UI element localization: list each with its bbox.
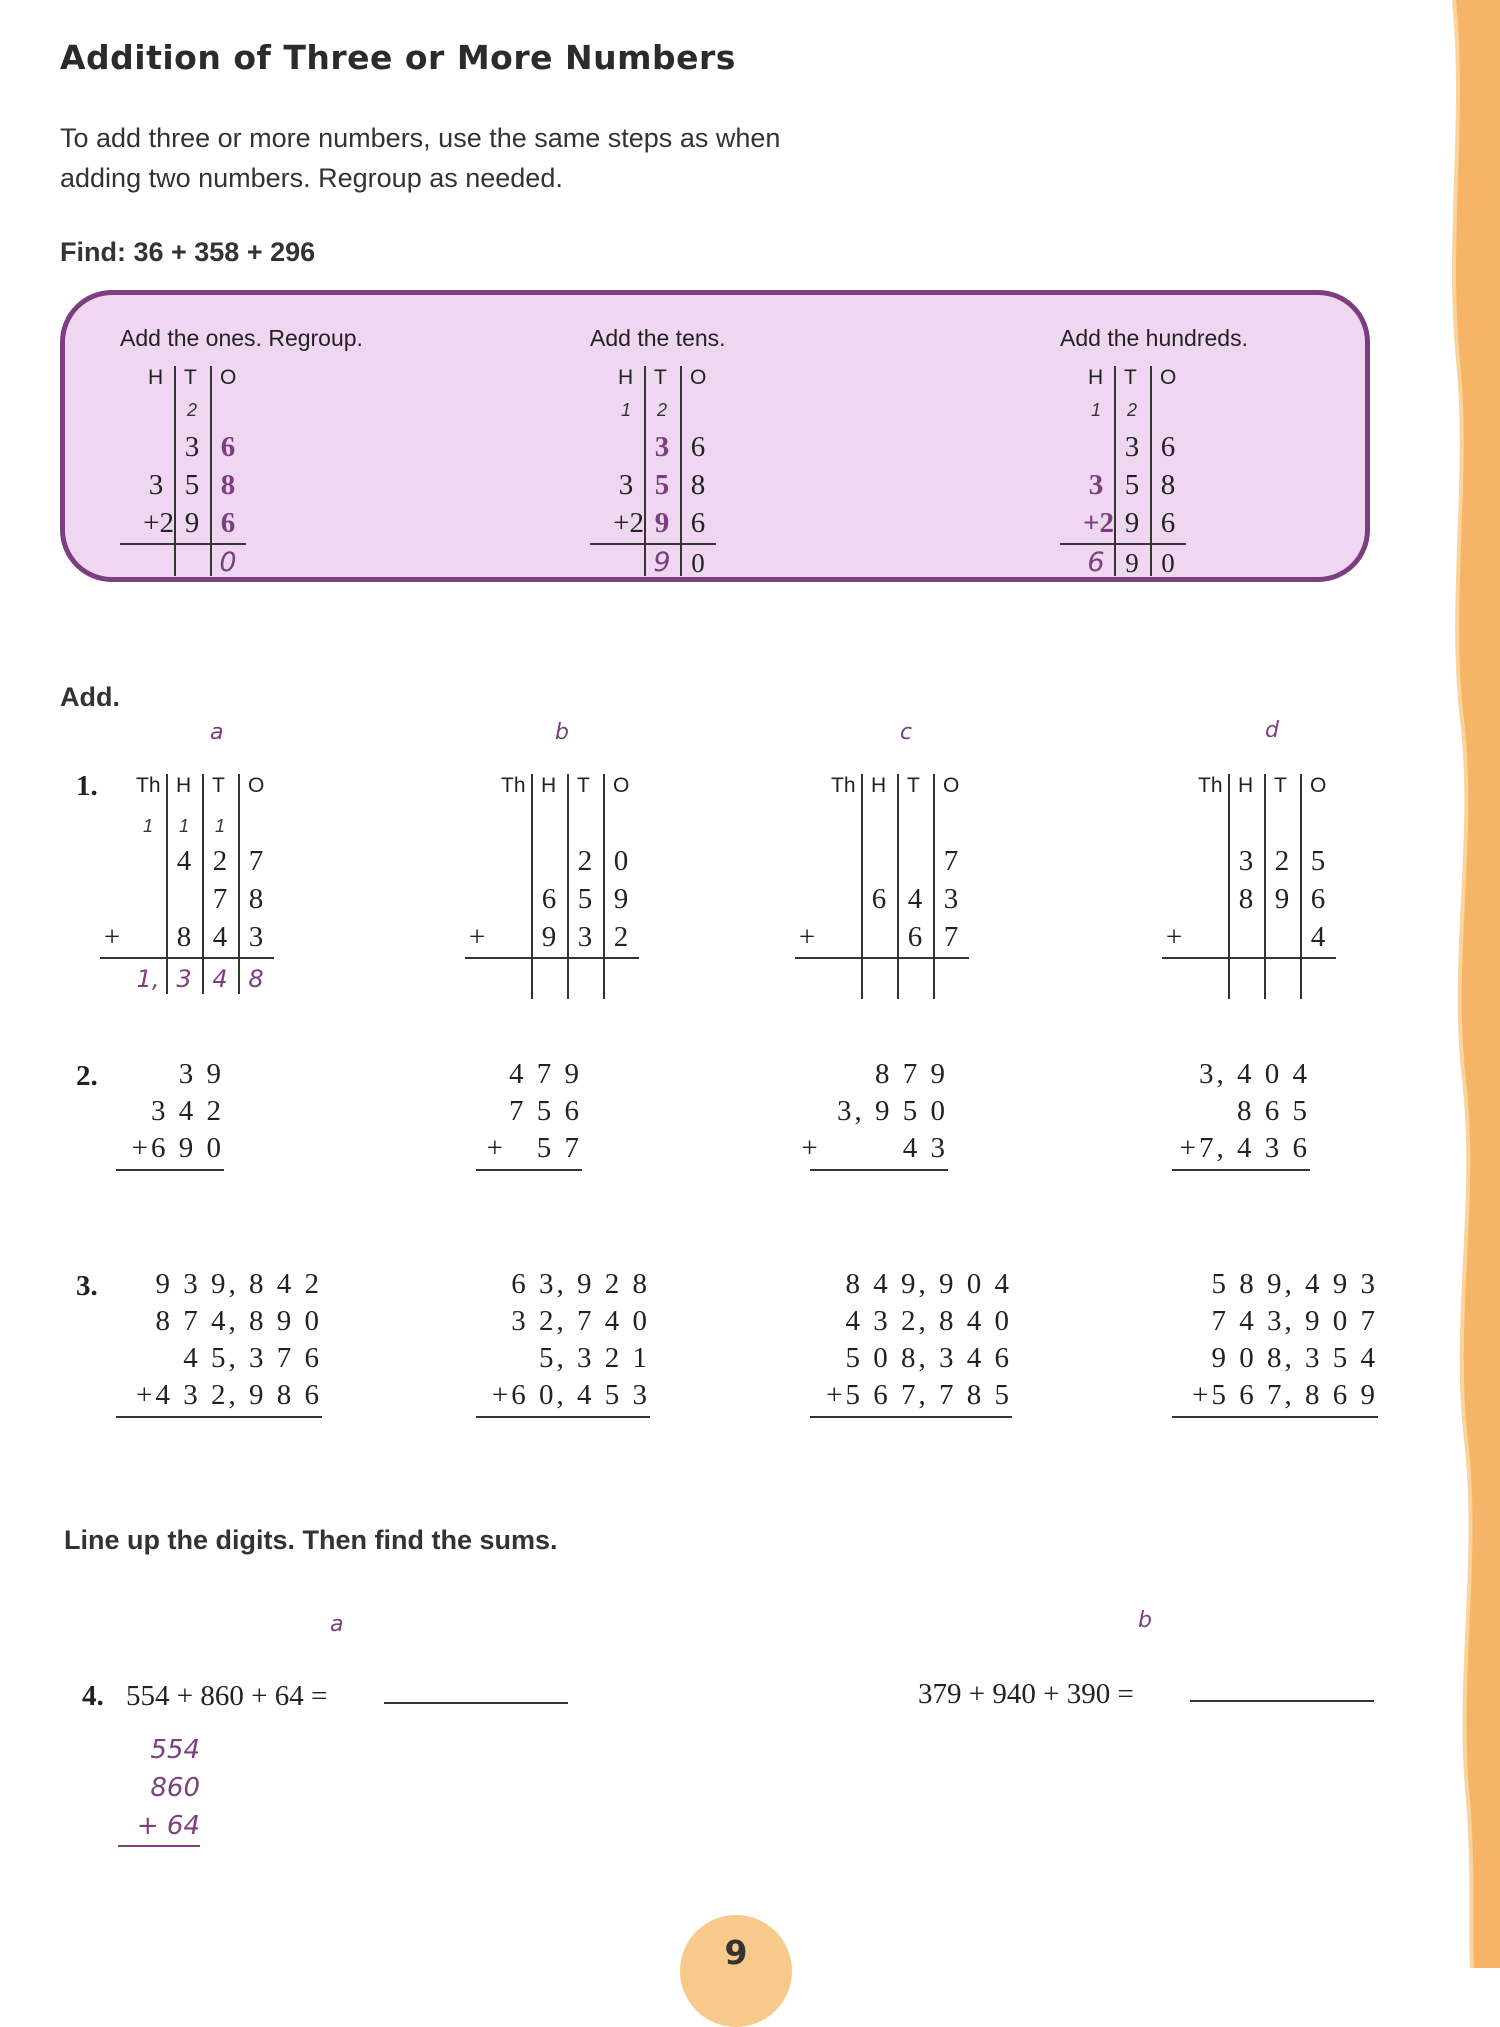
- place-header-o: O: [1160, 366, 1177, 389]
- addend-line: +6 9 0: [131, 1132, 224, 1164]
- place-header-th: Th: [1198, 774, 1223, 797]
- addend-line: 5, 3 2 1: [539, 1342, 650, 1374]
- sum-line: [795, 957, 969, 959]
- carry-digit: 2: [187, 400, 198, 420]
- place-header-o: O: [1310, 774, 1327, 797]
- addend-line: 6 3, 9 2 8: [511, 1268, 650, 1300]
- answer-cell[interactable]: 8: [248, 965, 264, 993]
- addend-line: +4 3 2, 9 8 6: [136, 1379, 322, 1411]
- addend-line: 3 4 2: [151, 1095, 224, 1127]
- example-digit: 8: [220, 469, 236, 501]
- problem-3-number: 3.: [76, 1270, 98, 1302]
- work-line-3: + 64: [136, 1811, 200, 1841]
- answer-cell[interactable]: 1,: [136, 965, 160, 993]
- sum-line: [1162, 957, 1336, 959]
- problem-digit: 8: [248, 883, 264, 915]
- addend-line: +5 6 7, 7 8 5: [826, 1379, 1012, 1411]
- step-label-2: Add the tens.: [590, 325, 726, 351]
- carry-digit: 1: [215, 816, 226, 836]
- problem-digit: 2: [613, 921, 629, 953]
- carry-digit: 1: [179, 816, 190, 836]
- addend-line: 4 7 9: [509, 1058, 582, 1090]
- example-digit: 3: [1088, 469, 1104, 501]
- addend-line: 8 4 9, 9 0 4: [845, 1268, 1012, 1300]
- problem-digit: 2: [212, 845, 228, 877]
- example-digit: +2: [143, 507, 174, 539]
- example-digit: 8: [1160, 469, 1176, 501]
- example-digit: 3: [1124, 431, 1140, 463]
- plus-sign: +: [468, 921, 486, 953]
- place-header-t: T: [212, 774, 225, 797]
- problem-2d: [1180, 1056, 1310, 1167]
- col-label-c: c: [900, 720, 913, 745]
- addend-line: 7 4 3, 9 0 7: [1211, 1305, 1378, 1337]
- problem-4-col-label-a: a: [330, 1612, 344, 1637]
- sum-digit: 6: [1087, 547, 1105, 578]
- plus-sign: +: [1165, 921, 1183, 953]
- problem-4b-expression: 379 + 940 + 390 =: [918, 1678, 1134, 1710]
- addend-line: 4 3 2, 8 4 0: [845, 1305, 1012, 1337]
- sum-line: [476, 1416, 650, 1418]
- example-digit: 9: [654, 507, 670, 539]
- sum-line: [810, 1169, 948, 1171]
- section-add-heading: Add.: [60, 682, 120, 712]
- addend-line: 9 0 8, 3 5 4: [1211, 1342, 1378, 1374]
- sum-line: [1172, 1169, 1310, 1171]
- example-digit: 5: [184, 469, 200, 501]
- answer-cell[interactable]: 3: [176, 965, 192, 993]
- sum-digit: 0: [219, 547, 237, 578]
- example-digit: +2: [1082, 507, 1114, 539]
- example-digit: 9: [1124, 507, 1140, 539]
- step-label-1: Add the ones. Regroup.: [120, 325, 363, 351]
- problem-digit: 4: [212, 921, 228, 953]
- answer-cell[interactable]: 4: [212, 965, 228, 993]
- place-header-th: Th: [831, 774, 856, 797]
- work-line-2: 860: [150, 1773, 200, 1803]
- problem-digit: 2: [577, 845, 593, 877]
- problem-digit: 2: [1274, 845, 1290, 877]
- example-digit: 6: [220, 507, 236, 539]
- problem-digit: 7: [943, 845, 959, 877]
- page-number-badge: [680, 1915, 792, 2027]
- addend-line: 8 7 9: [875, 1058, 948, 1090]
- carry-digit: 2: [657, 400, 668, 420]
- problem-digit: 8: [1238, 883, 1254, 915]
- addend-line: 3, 9 5 0: [837, 1095, 948, 1127]
- problem-digit: 4: [176, 845, 192, 877]
- col-label-a: a: [210, 720, 224, 745]
- carry-digit: 2: [1127, 400, 1138, 420]
- col-label-b: b: [555, 720, 569, 745]
- intro-text: To add three or more numbers, use the same steps as when adding two numbers. Regroup as needed.: [60, 123, 781, 193]
- place-header-h: H: [1238, 774, 1254, 797]
- addend-line: +5 6 7, 8 6 9: [1192, 1379, 1378, 1411]
- sum-digit: 0: [691, 548, 705, 578]
- sum-line: [465, 957, 639, 959]
- sum-line: [810, 1416, 1012, 1418]
- place-header-t: T: [577, 774, 590, 797]
- problem-4a-work: [120, 1731, 200, 1845]
- problem-digit: 9: [1274, 883, 1290, 915]
- example-digit: 5: [654, 469, 670, 501]
- problem-digit: 6: [871, 883, 887, 915]
- problem-digit: 9: [541, 921, 557, 953]
- place-header-th: Th: [136, 774, 161, 797]
- problem-digit: 6: [1310, 883, 1326, 915]
- work-underline: [118, 1845, 200, 1847]
- sum-digit: 0: [1161, 548, 1175, 578]
- place-header-th: Th: [501, 774, 526, 797]
- page-title: Addition of Three or More Numbers: [60, 38, 736, 77]
- example-digit: 6: [220, 431, 236, 463]
- problem-3a: [136, 1266, 322, 1414]
- example-digit: 6: [1160, 431, 1176, 463]
- place-header-o: O: [943, 774, 960, 797]
- problem-digit: 7: [248, 845, 264, 877]
- carry-digit: 1: [621, 400, 632, 420]
- problem-digit: 5: [577, 883, 593, 915]
- problem-4b-answer-line[interactable]: [1190, 1700, 1374, 1702]
- plus-sign: +: [103, 921, 121, 953]
- addend-line: 5 8 9, 4 9 3: [1211, 1268, 1378, 1300]
- example-digit: 3: [654, 431, 670, 463]
- problem-digit: 4: [907, 883, 923, 915]
- problem-digit: 5: [1310, 845, 1326, 877]
- page-number: 9: [724, 1933, 748, 1972]
- place-header-t: T: [1124, 366, 1137, 389]
- addend-line: 4 5, 3 7 6: [183, 1342, 322, 1374]
- sum-line: [476, 1169, 582, 1171]
- place-header-o: O: [613, 774, 630, 797]
- problem-2c: [801, 1056, 948, 1167]
- problem-2a: [132, 1056, 224, 1167]
- problem-digit: 3: [1238, 845, 1254, 877]
- addend-line: 3, 4 0 4: [1199, 1058, 1310, 1090]
- problem-2-number: 2.: [76, 1060, 98, 1092]
- section-line-up-heading: Line up the digits. Then find the sums.: [64, 1525, 558, 1555]
- problem-4-col-label-b: b: [1138, 1608, 1152, 1633]
- place-header-h: H: [541, 774, 557, 797]
- place-header-o: O: [248, 774, 265, 797]
- carry-digit: 1: [1091, 400, 1102, 420]
- problem-digit: 9: [613, 883, 629, 915]
- example-digit: 8: [690, 469, 706, 501]
- example-digit: +2: [613, 507, 644, 539]
- addend-line: +6 0, 4 5 3: [491, 1379, 650, 1411]
- addend-line: + 5 7: [486, 1132, 582, 1164]
- problem-digit: 7: [943, 921, 959, 953]
- sum-digit: 9: [653, 547, 671, 578]
- problem-4-number: 4.: [82, 1680, 104, 1712]
- sum-digit: 9: [1125, 548, 1139, 578]
- place-header-t: T: [1274, 774, 1287, 797]
- addend-line: 3 9: [178, 1058, 224, 1090]
- problem-4a-answer-line[interactable]: [384, 1702, 568, 1704]
- carry-digit: 1: [143, 816, 154, 836]
- problem-2b: [487, 1056, 582, 1167]
- orange-wave-edge-icon: [1440, 0, 1500, 1968]
- addend-line: + 4 3: [801, 1132, 948, 1164]
- problem-digit: 4: [1310, 921, 1326, 953]
- example-digit: 5: [1124, 469, 1140, 501]
- sum-line: [100, 957, 274, 959]
- addend-line: +7, 4 3 6: [1179, 1132, 1310, 1164]
- step-label-3: Add the hundreds.: [1060, 325, 1248, 351]
- problem-digit: 3: [577, 921, 593, 953]
- example-digit: 3: [618, 469, 634, 501]
- example-digit: 6: [690, 507, 706, 539]
- place-header-o: O: [690, 366, 707, 389]
- problem-3d: [1192, 1266, 1378, 1414]
- problem-3c: [826, 1266, 1012, 1414]
- col-label-d: d: [1265, 718, 1279, 743]
- place-header-t: T: [654, 366, 667, 389]
- problem-digit: 3: [943, 883, 959, 915]
- addend-line: 9 3 9, 8 4 2: [155, 1268, 322, 1300]
- addend-line: 8 7 4, 8 9 0: [155, 1305, 322, 1337]
- problem-digit: 6: [907, 921, 923, 953]
- place-header-h: H: [1088, 366, 1104, 389]
- sum-line: [1172, 1416, 1378, 1418]
- addend-line: 7 5 6: [509, 1095, 582, 1127]
- place-header-h: H: [148, 366, 164, 389]
- place-header-o: O: [220, 366, 237, 389]
- find-label: Find: 36 + 358 + 296: [60, 237, 316, 267]
- place-header-h: H: [871, 774, 887, 797]
- example-digit: 9: [184, 507, 200, 539]
- sum-line: [116, 1416, 322, 1418]
- place-header-t: T: [907, 774, 920, 797]
- problem-digit: 0: [613, 845, 629, 877]
- addend-line: 8 6 5: [1237, 1095, 1310, 1127]
- problem-digit: 3: [248, 921, 264, 953]
- problem-4a-expression: 554 + 860 + 64 =: [126, 1680, 328, 1712]
- sum-line: [116, 1169, 224, 1171]
- example-digit: 6: [1160, 507, 1176, 539]
- work-line-1: 554: [150, 1735, 200, 1765]
- example-digit: 3: [184, 431, 200, 463]
- example-digit: 6: [690, 431, 706, 463]
- problem-digit: 6: [541, 883, 557, 915]
- place-header-h: H: [618, 366, 634, 389]
- problem-digit: 7: [212, 883, 228, 915]
- addend-line: 3 2, 7 4 0: [511, 1305, 650, 1337]
- place-header-h: H: [176, 774, 192, 797]
- problem-3b: [492, 1266, 650, 1414]
- problem-1-number: 1.: [76, 770, 98, 802]
- place-header-t: T: [184, 366, 197, 389]
- example-digit: 3: [148, 469, 164, 501]
- plus-sign: +: [798, 921, 816, 953]
- addend-line: 5 0 8, 3 4 6: [845, 1342, 1012, 1374]
- problem-digit: 8: [176, 921, 192, 953]
